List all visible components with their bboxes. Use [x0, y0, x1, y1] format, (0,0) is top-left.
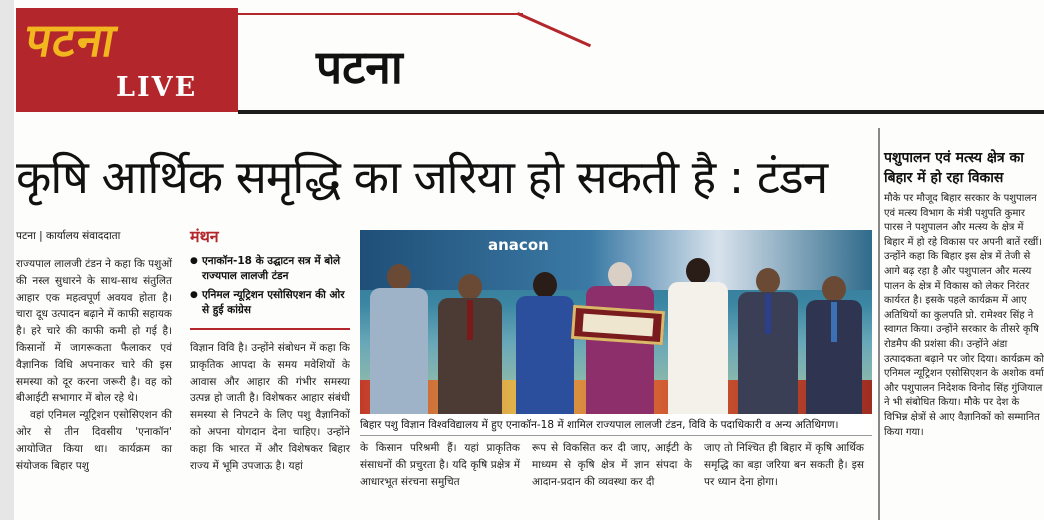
photo-person — [370, 264, 428, 414]
sidebar-body: मौके पर मौजूद बिहार सरकार के पशुपालन एवं मत्स्य विभाग के मंत्री पशुपति कुमार पारस ने पशुपालन और मत्स्य के क्षेत्र में बिहार में हो रहे विकास पर अपनी बातें रखीं। उन्होंने कहा कि बिहार इस क्षेत्र में तेजी से आगे बढ़ रहा है और पशुपालन और मत्स्य पालन के क्षेत्र में विकास को लेकर निरंतर कार्यरत है। इसके पहले कार्यक्रम में आए अतिथियों का कुलपति प्रो. रामेश्वर सिंह ने स्वागत किया। उन्होंने सरकार के तीसरे कृषि रोडमैप की प्रशंसा की। उन्होंने अंडा उत्पादकता बढ़ाने पर जोर दिया। कार्यक्रम को एनिमल न्यूट्रिशन एसोसिएशन के अशोक वर्मा और पशुपालन निदेशक विनोद सिंह गुंजियाल ने भी संबोधित किया। मौके पर देश के विभिन्न क्षेत्रों से आए वैज्ञानिकों को सम्मानित किया गया। — [884, 193, 1044, 438]
manthan-item: ● एनिमल न्यूट्रिशन एसोसिएशन की ओर से हुई कांग्रेस — [190, 288, 350, 318]
photo-person — [738, 268, 798, 414]
masthead-rule — [238, 110, 1044, 114]
article-paragraph: वहां एनिमल न्यूट्रिशन एसोसिएशन की ओर से तीन दिवसीय 'एनाकॉन' आयोजित किया था। कार्यक्रम का संयोजक बिहार पशु — [16, 409, 172, 472]
masthead-shelf-line — [238, 13, 523, 15]
article-headline: कृषि आर्थिक समृद्धि का जरिया हो सकती है : टंडन — [16, 150, 828, 204]
event-photo — [360, 230, 872, 414]
photo-caption: बिहार पशु विज्ञान विश्वविद्यालय में हुए एनाकॉन-18 में शामिल राज्यपाल लालजी टंडन, विवि के पदाधिकारी व अन्य अतिथिगण। — [360, 419, 839, 431]
photo-person — [806, 276, 862, 414]
photo-person — [668, 258, 728, 414]
article-paragraph: राज्यपाल लालजी टंडन ने कहा कि पशुओं की नस्ल सुधारने के साथ-साथ संतुलित आहार एक महत्वपूर्ण अवयव होता है। चारा दूध उत्पादन बढ़ाने में काफी सहायक है। हरे चारे की काफी कमी हो गई है। किसानों में जागरूकता फैलाकर एवं वैज्ञानिक विधि अपनाकर चारे की इस समस्या को दूर करना जरूरी है। वह को बीआईटी सभागार में बोल रहे थे। — [16, 258, 172, 405]
page-gutter — [0, 0, 14, 520]
sidebar-headline: पशुपालन एवं मत्स्य क्षेत्र का बिहार में हो रहा विकास — [884, 150, 1024, 186]
article-column-2: विज्ञान विवि है। उन्होंने संबोधन में कहा कि प्राकृतिक आपदा के समय मवेशियों के आवास और आहार की गंभीर समस्या उत्पन्न हो जाती है। विशेषकर आहार संबंधी समस्या से निपटने के लिए पशु वैज्ञानिकों को अपना योगदान देना चाहिए। उन्होंने कहा कि भारत में और विशेषकर बिहार राज्य में भूमि उपजाऊ है। यहां — [190, 342, 350, 472]
masthead-live: LIVE — [116, 72, 198, 103]
sidebar-story — [884, 148, 1044, 440]
masthead-city: पटना — [21, 13, 121, 67]
manthan-list — [190, 254, 350, 322]
section-title: पटना — [316, 40, 403, 94]
photo-person — [438, 274, 502, 414]
manthan-title: मंथन — [190, 227, 219, 246]
sidebar-divider — [878, 128, 880, 520]
photo-person — [516, 272, 574, 414]
photo-banner-text: anacon — [488, 236, 549, 254]
article-column-3: के किसान परिश्रमी हैं। यहां प्राकृतिक संसाधनों की प्रचुरता है। यदि कृषि प्रक्षेत्र में आधारभूत संरचना समुचित — [360, 442, 520, 488]
article-column-4: रूप से विकसित कर दी जाए, आईटी के माध्यम से कृषि क्षेत्र में ज्ञान संपदा के आदान-प्रदान की व्यवस्था कर दी — [532, 442, 692, 488]
photo-award-plaque — [571, 305, 665, 345]
masthead-slant-line — [517, 12, 591, 47]
article-column-5: जाए तो निश्चित ही बिहार में कृषि आर्थिक समृद्धि का बड़ा जरिया बन सकती है। इस पर ध्यान देना होगा। — [704, 442, 864, 488]
article-column-1 — [16, 256, 172, 474]
manthan-item: ● एनाकॉन-18 के उद्घाटन सत्र में बोले राज्यपाल लालजी टंडन — [190, 254, 350, 284]
manthan-rule — [190, 328, 350, 330]
article-byline: पटना | कार्यालय संवाददाता — [16, 230, 121, 242]
